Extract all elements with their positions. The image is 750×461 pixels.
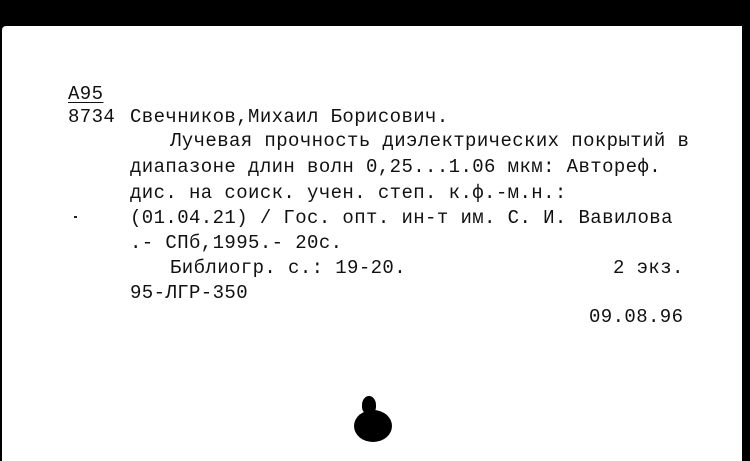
title-line-5: .- СПб,1995.- 20с. [130,232,343,254]
title-line-2: диапазоне длин волн 0,25...1.06 мкм: Автореф. [130,156,662,178]
shelf-code: A95 [68,83,104,105]
title-line-1: Лучевая прочность диэлектрических покрытий в [170,130,690,152]
stray-mark [74,216,77,218]
title-line-3: дис. на соиск. учен. степ. к.ф.-м.н.: [130,182,567,204]
record-number: 8734 [68,106,116,128]
bibliography-note: Библиогр. с.: 19-20. [170,257,407,279]
copies-count: 2 экз. [613,257,684,279]
card-date: 09.08.96 [589,306,684,328]
title-line-4: (01.04.21) / Гос. опт. ин-т им. С. И. Вавилова [130,207,673,229]
catalog-code: 95-ЛГР-350 [130,282,249,304]
punch-hole [354,410,392,442]
catalog-card [2,26,742,461]
author-name: Свечников,Михаил Борисович. [130,106,449,128]
